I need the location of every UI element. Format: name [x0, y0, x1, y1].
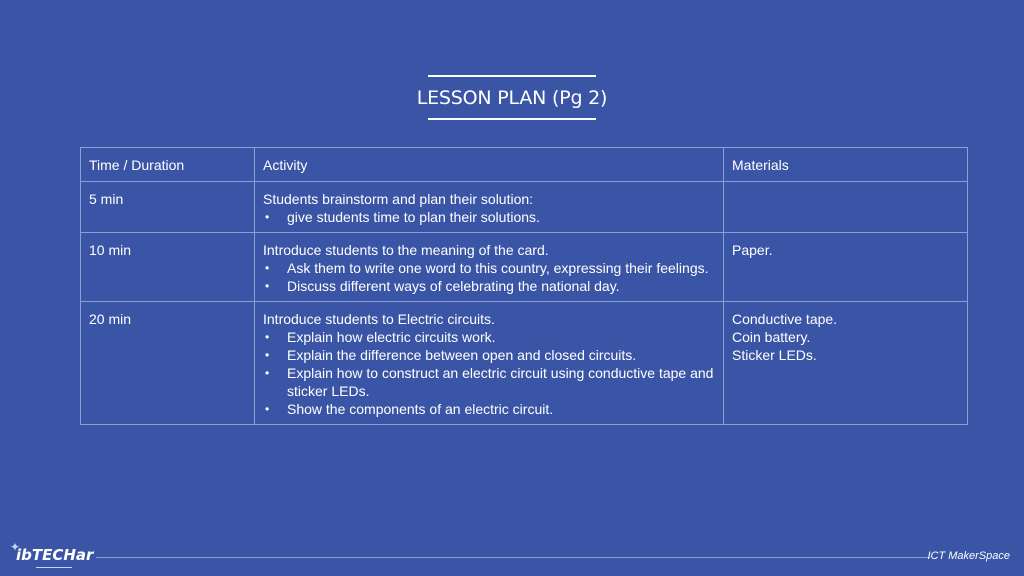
material-item: Paper. [732, 242, 773, 258]
time-cell: 10 min [81, 233, 255, 302]
activity-cell [255, 302, 724, 425]
materials-cell [724, 233, 968, 302]
footer-tagline: ICT MakerSpace [927, 550, 1010, 562]
table-row [81, 182, 968, 233]
header-activity: Activity [255, 148, 724, 182]
logo-text: ibTECHar [16, 546, 94, 564]
logo-arabic-mark [36, 564, 72, 568]
time-cell: 20 min [81, 302, 255, 425]
activity-bullets [263, 259, 715, 295]
activity-intro: Students brainstorm and plan their solution: [263, 191, 534, 207]
footer-divider [96, 557, 930, 558]
bullet-item: • Ask them to write one word to this country, expressing their feelings. [263, 259, 715, 277]
materials-cell [724, 302, 968, 425]
activity-intro: Introduce students to the meaning of the card. [263, 242, 549, 258]
bullet-item: • Explain how to construct an electric circuit using conductive tape and sticker LEDs. [263, 364, 715, 400]
activity-intro: Introduce students to Electric circuits. [263, 311, 495, 327]
brand-logo [10, 540, 94, 574]
bullet-item: • Show the components of an electric circuit. [263, 400, 715, 418]
title-rule-top [428, 75, 596, 77]
header-materials: Materials [724, 148, 968, 182]
slide-header [0, 75, 1024, 120]
table-row [81, 233, 968, 302]
title-rule-bottom [428, 118, 596, 120]
table-row [81, 302, 968, 425]
materials-cell [724, 182, 968, 233]
material-item: Coin battery. [732, 329, 811, 345]
activity-bullets [263, 328, 715, 418]
time-cell: 5 min [81, 182, 255, 233]
footer [0, 540, 1024, 576]
activity-cell [255, 233, 724, 302]
material-item: Conductive tape. [732, 311, 838, 327]
wing-icon: ✦ [10, 540, 21, 554]
activity-bullets [263, 208, 715, 226]
activity-cell [255, 182, 724, 233]
bullet-item: • Explain the difference between open and closed circuits. [263, 346, 715, 364]
bullet-item: • Explain how electric circuits work. [263, 328, 715, 346]
table-header-row [81, 148, 968, 182]
lesson-plan-table [80, 147, 968, 425]
material-item: Sticker LEDs. [732, 347, 817, 363]
header-time: Time / Duration [81, 148, 255, 182]
bullet-item: • Discuss different ways of celebrating the national day. [263, 277, 715, 295]
bullet-item: • give students time to plan their solutions. [263, 208, 715, 226]
page-title: LESSON PLAN (Pg 2) [416, 87, 608, 109]
